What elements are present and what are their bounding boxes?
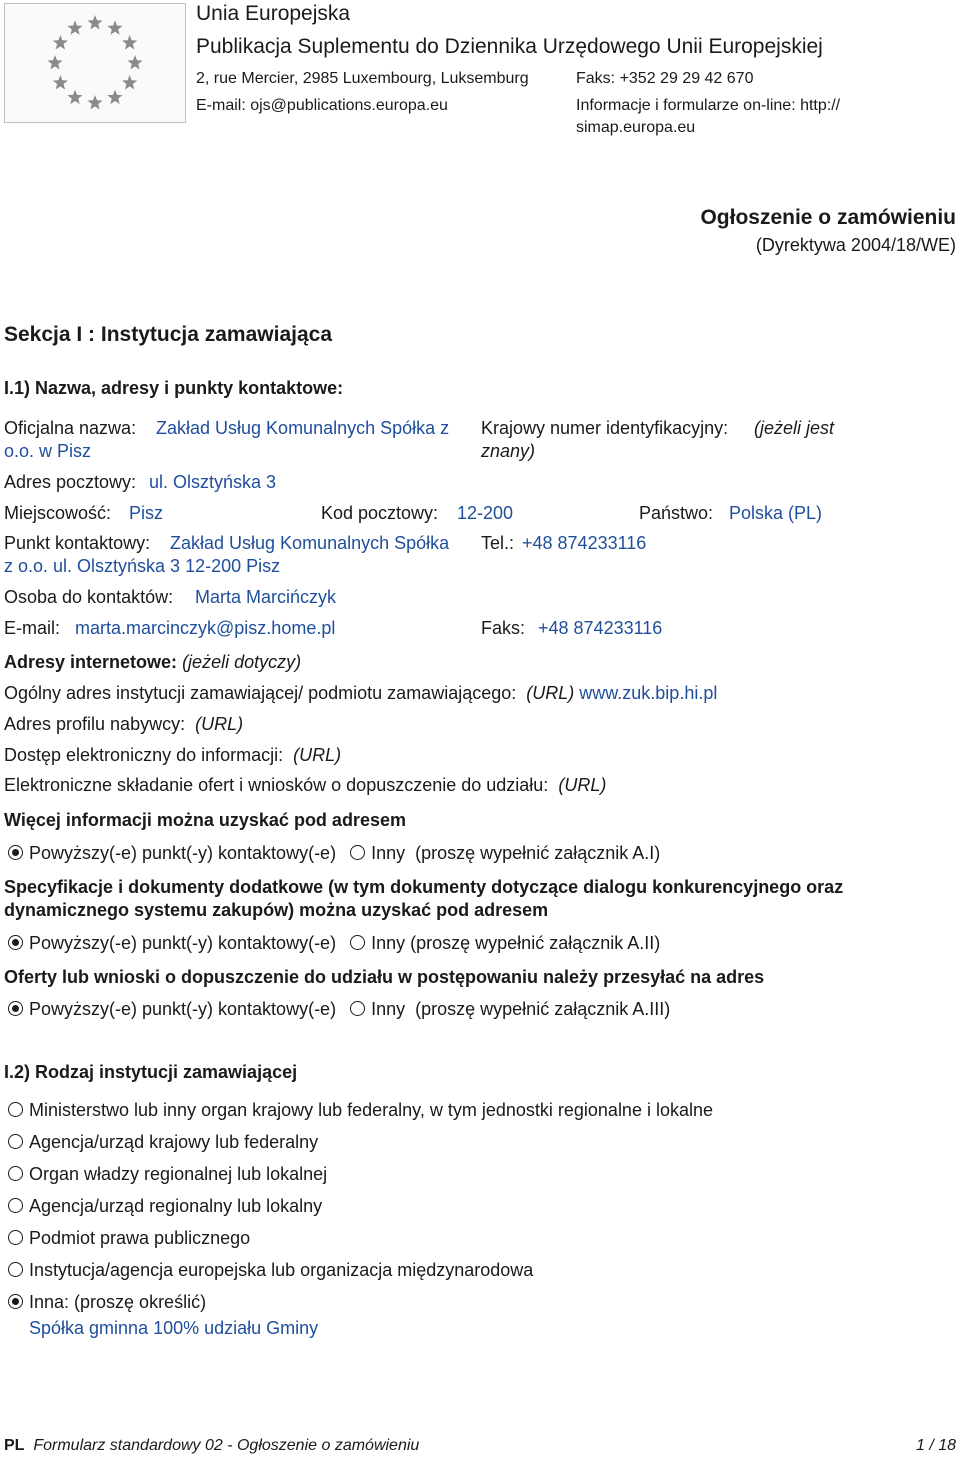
annex-note: (proszę wypełnić załącznik A.II) xyxy=(410,933,661,953)
radio-empty-icon[interactable] xyxy=(350,845,365,860)
star-icon xyxy=(87,95,102,109)
country-label: Państwo: xyxy=(639,503,714,523)
radio-empty-icon[interactable] xyxy=(350,935,365,950)
official-name-value-cont: o.o. w Pisz xyxy=(4,441,92,461)
online-info-line2: simap.europa.eu xyxy=(576,119,696,136)
url-tag: (URL) xyxy=(558,775,607,795)
radio-empty-icon[interactable] xyxy=(8,1230,23,1245)
country-value: Polska (PL) xyxy=(729,503,823,523)
buyer-profile-label: Adres profilu nabywcy: xyxy=(4,714,186,734)
eu-flag-logo xyxy=(4,3,186,123)
notice-title: Ogłoszenie o zamówieniu xyxy=(700,206,956,229)
radio-selected-icon[interactable] xyxy=(8,935,23,950)
star-icon xyxy=(67,20,82,34)
authority-type-option[interactable] xyxy=(8,1190,713,1222)
star-icon xyxy=(87,15,102,29)
url-tag: (URL) xyxy=(195,714,244,734)
option-above: Powyższy(-e) punkt(-y) kontaktowy(-e) xyxy=(29,933,337,953)
town-value: Pisz xyxy=(129,503,164,523)
contact-point-value: Zakład Usług Komunalnych Spółka xyxy=(170,533,450,553)
star-icon xyxy=(67,90,82,104)
other-type-value: Spółka gminna 100% udziału Gminy xyxy=(29,1318,319,1338)
star-icon xyxy=(122,75,137,89)
internet-label: Adresy internetowe: xyxy=(4,652,178,672)
authority-type-option[interactable] xyxy=(8,1126,713,1158)
authority-type-label: Organ władzy regionalnej lub lokalnej xyxy=(29,1164,328,1184)
national-id-note-cont: znany) xyxy=(481,441,536,461)
email-value[interactable]: marta.marcinczyk@pisz.home.pl xyxy=(75,618,336,638)
more-info-heading: Więcej informacji można uzyskać pod adresem xyxy=(4,810,406,830)
page-number: 1 / 18 xyxy=(915,1437,956,1454)
contact-person-value: Marta Marcińczyk xyxy=(195,587,337,607)
star-icon xyxy=(107,90,122,104)
star-icon xyxy=(53,35,68,49)
i2-heading: I.2) Rodzaj instytucji zamawiającej xyxy=(4,1062,298,1082)
tel-value: +48 874233116 xyxy=(522,533,647,553)
specs-heading: Specyfikacje i dokumenty dodatkowe (w tym dokumenty dotyczące dialogu konkurencyjnego oraz xyxy=(4,877,844,897)
radio-empty-icon[interactable] xyxy=(8,1198,23,1213)
contact-person-label: Osoba do kontaktów: xyxy=(4,587,174,607)
postcode-label: Kod pocztowy: xyxy=(321,503,439,523)
i1-heading: I.1) Nazwa, adresy i punkty kontaktowe: xyxy=(4,378,344,398)
radio-empty-icon[interactable] xyxy=(8,1134,23,1149)
annex-note: (proszę wypełnić załącznik A.III) xyxy=(415,999,671,1019)
general-address-link[interactable]: www.zuk.bip.hi.pl xyxy=(579,683,718,703)
authority-type-option[interactable] xyxy=(8,1254,713,1286)
option-other: Inny xyxy=(371,933,406,953)
footer-form xyxy=(4,1437,419,1455)
general-address-row xyxy=(4,683,717,704)
more-info-options xyxy=(8,843,660,864)
official-name-value: Zakład Usług Komunalnych Spółka z xyxy=(156,418,450,438)
option-other: Inny xyxy=(371,999,406,1019)
email-label: E-mail: xyxy=(4,618,61,638)
national-id-note: (jeżeli jest xyxy=(754,418,835,438)
header-email: E-mail: ojs@publications.europa.eu xyxy=(196,97,448,114)
fax-value: +48 874233116 xyxy=(538,618,663,638)
star-icon xyxy=(127,55,142,69)
buyer-profile-row xyxy=(4,714,243,735)
section-heading: Sekcja I : Instytucja zamawiająca xyxy=(4,323,333,346)
star-icon xyxy=(47,55,62,69)
electronic-submission-row xyxy=(4,775,606,796)
radio-selected-icon[interactable] xyxy=(8,1001,23,1016)
online-info-line1: Informacje i formularze on-line: http:// xyxy=(576,97,841,114)
authority-type-option[interactable] xyxy=(8,1286,713,1318)
electronic-access-row xyxy=(4,745,341,766)
postal-value: ul. Olsztyńska 3 xyxy=(149,472,277,492)
postal-label: Adres pocztowy: xyxy=(4,472,137,492)
publication-title: Publikacja Suplementu do Dziennika Urzędowego Unii Europejskiej xyxy=(196,35,823,58)
radio-empty-icon[interactable] xyxy=(350,1001,365,1016)
electronic-submission-label: Elektroniczne składanie ofert i wniosków o dopuszczenie do udziału: xyxy=(4,775,549,795)
authority-type-option[interactable] xyxy=(8,1222,713,1254)
authority-type-label: Ministerstwo lub inny organ krajowy lub federalny, w tym jednostki regionalne i lokalne xyxy=(29,1100,713,1120)
national-id-label: Krajowy numer identyfikacyjny: xyxy=(481,418,729,438)
internet-addresses xyxy=(4,652,301,673)
authority-type-label: Agencja/urząd krajowy lub federalny xyxy=(29,1132,319,1152)
radio-empty-icon[interactable] xyxy=(8,1166,23,1181)
internet-note: (jeżeli dotyczy) xyxy=(182,652,302,672)
specs-heading-cont: dynamicznego systemu zakupów) można uzyskać pod adresem xyxy=(4,900,549,920)
option-above: Powyższy(-e) punkt(-y) kontaktowy(-e) xyxy=(29,843,337,863)
authority-type-label: Inna: (proszę określić) xyxy=(29,1292,207,1312)
offers-options xyxy=(8,999,670,1020)
footer-lang: PL xyxy=(4,1437,25,1454)
directive: (Dyrektywa 2004/18/WE) xyxy=(755,235,956,255)
star-icon xyxy=(107,20,122,34)
offers-heading: Oferty lub wnioski o dopuszczenie do udziału w postępowaniu należy przesyłać na adres xyxy=(4,967,765,987)
radio-selected-icon[interactable] xyxy=(8,1294,23,1309)
contact-point-label: Punkt kontaktowy: xyxy=(4,533,151,553)
radio-empty-icon[interactable] xyxy=(8,1102,23,1117)
radio-selected-icon[interactable] xyxy=(8,845,23,860)
general-address-label: Ogólny adres instytucji zamawiającej/ podmiotu zamawiającego: xyxy=(4,683,517,703)
authority-type-label: Instytucja/agencja europejska lub organizacja międzynarodowa xyxy=(29,1260,534,1280)
authority-type-label: Agencja/urząd regionalny lub lokalny xyxy=(29,1196,323,1216)
url-tag: (URL) xyxy=(526,683,575,703)
star-icon xyxy=(53,75,68,89)
radio-empty-icon[interactable] xyxy=(8,1262,23,1277)
annex-note: (proszę wypełnić załącznik A.I) xyxy=(415,843,661,863)
authority-type-label: Podmiot prawa publicznego xyxy=(29,1228,251,1248)
postal-address: 2, rue Mercier, 2985 Luxembourg, Luksemburg xyxy=(196,70,529,87)
authority-type-list xyxy=(8,1094,713,1318)
electronic-access-label: Dostęp elektroniczny do informacji: xyxy=(4,745,284,765)
tel-label: Tel.: xyxy=(481,533,515,553)
org-name: Unia Europejska xyxy=(196,2,351,25)
url-tag: (URL) xyxy=(293,745,342,765)
official-name-label: Oficjalna nazwa: xyxy=(4,418,137,438)
header-fax: Faks: +352 29 29 42 670 xyxy=(576,70,754,87)
specs-options xyxy=(8,933,660,954)
option-above: Powyższy(-e) punkt(-y) kontaktowy(-e) xyxy=(29,999,337,1019)
fax-label: Faks: xyxy=(481,618,526,638)
star-icon xyxy=(122,35,137,49)
contact-point-value-cont: z o.o. ul. Olsztyńska 3 12-200 Pisz xyxy=(4,556,281,576)
authority-type-option[interactable] xyxy=(8,1158,713,1190)
authority-type-option[interactable] xyxy=(8,1094,713,1126)
postcode-value: 12-200 xyxy=(457,503,514,523)
eu-stars-icon xyxy=(5,4,185,122)
footer-form-name: Formularz standardowy 02 - Ogłoszenie o zamówieniu xyxy=(33,1437,420,1454)
option-other: Inny xyxy=(371,843,406,863)
town-label: Miejscowość: xyxy=(4,503,112,523)
